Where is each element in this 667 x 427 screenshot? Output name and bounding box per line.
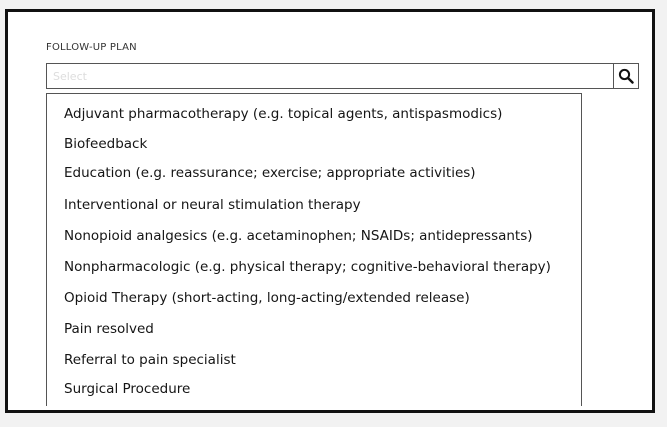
follow-up-search-input[interactable] bbox=[46, 63, 613, 89]
search-button[interactable] bbox=[613, 63, 639, 89]
option-interventional-therapy[interactable]: Interventional or neural stimulation therapy bbox=[64, 197, 361, 213]
option-nonopioid-analgesics[interactable]: Nonopioid analgesics (e.g. acetaminophen; NSAIDs; antidepressants) bbox=[64, 228, 533, 244]
follow-up-panel bbox=[5, 9, 655, 413]
option-adjuvant-pharmacotherapy[interactable]: Adjuvant pharmacotherapy (e.g. topical agents, antispasmodics) bbox=[64, 106, 503, 122]
option-biofeedback[interactable]: Biofeedback bbox=[64, 136, 148, 152]
option-pain-resolved[interactable]: Pain resolved bbox=[64, 321, 154, 337]
option-nonpharmacologic[interactable]: Nonpharmacologic (e.g. physical therapy; cognitive-behavioral therapy) bbox=[64, 259, 551, 275]
option-education[interactable]: Education (e.g. reassurance; exercise; appropriate activities) bbox=[64, 165, 476, 181]
option-surgical-procedure[interactable]: Surgical Procedure bbox=[64, 381, 191, 397]
option-opioid-therapy[interactable]: Opioid Therapy (short-acting, long-acting/extended release) bbox=[64, 290, 470, 306]
option-referral-to-specialist[interactable]: Referral to pain specialist bbox=[64, 352, 236, 368]
search-icon bbox=[618, 68, 634, 84]
follow-up-options-list bbox=[46, 93, 582, 406]
follow-up-plan-label: FOLLOW-UP PLAN bbox=[46, 42, 137, 53]
